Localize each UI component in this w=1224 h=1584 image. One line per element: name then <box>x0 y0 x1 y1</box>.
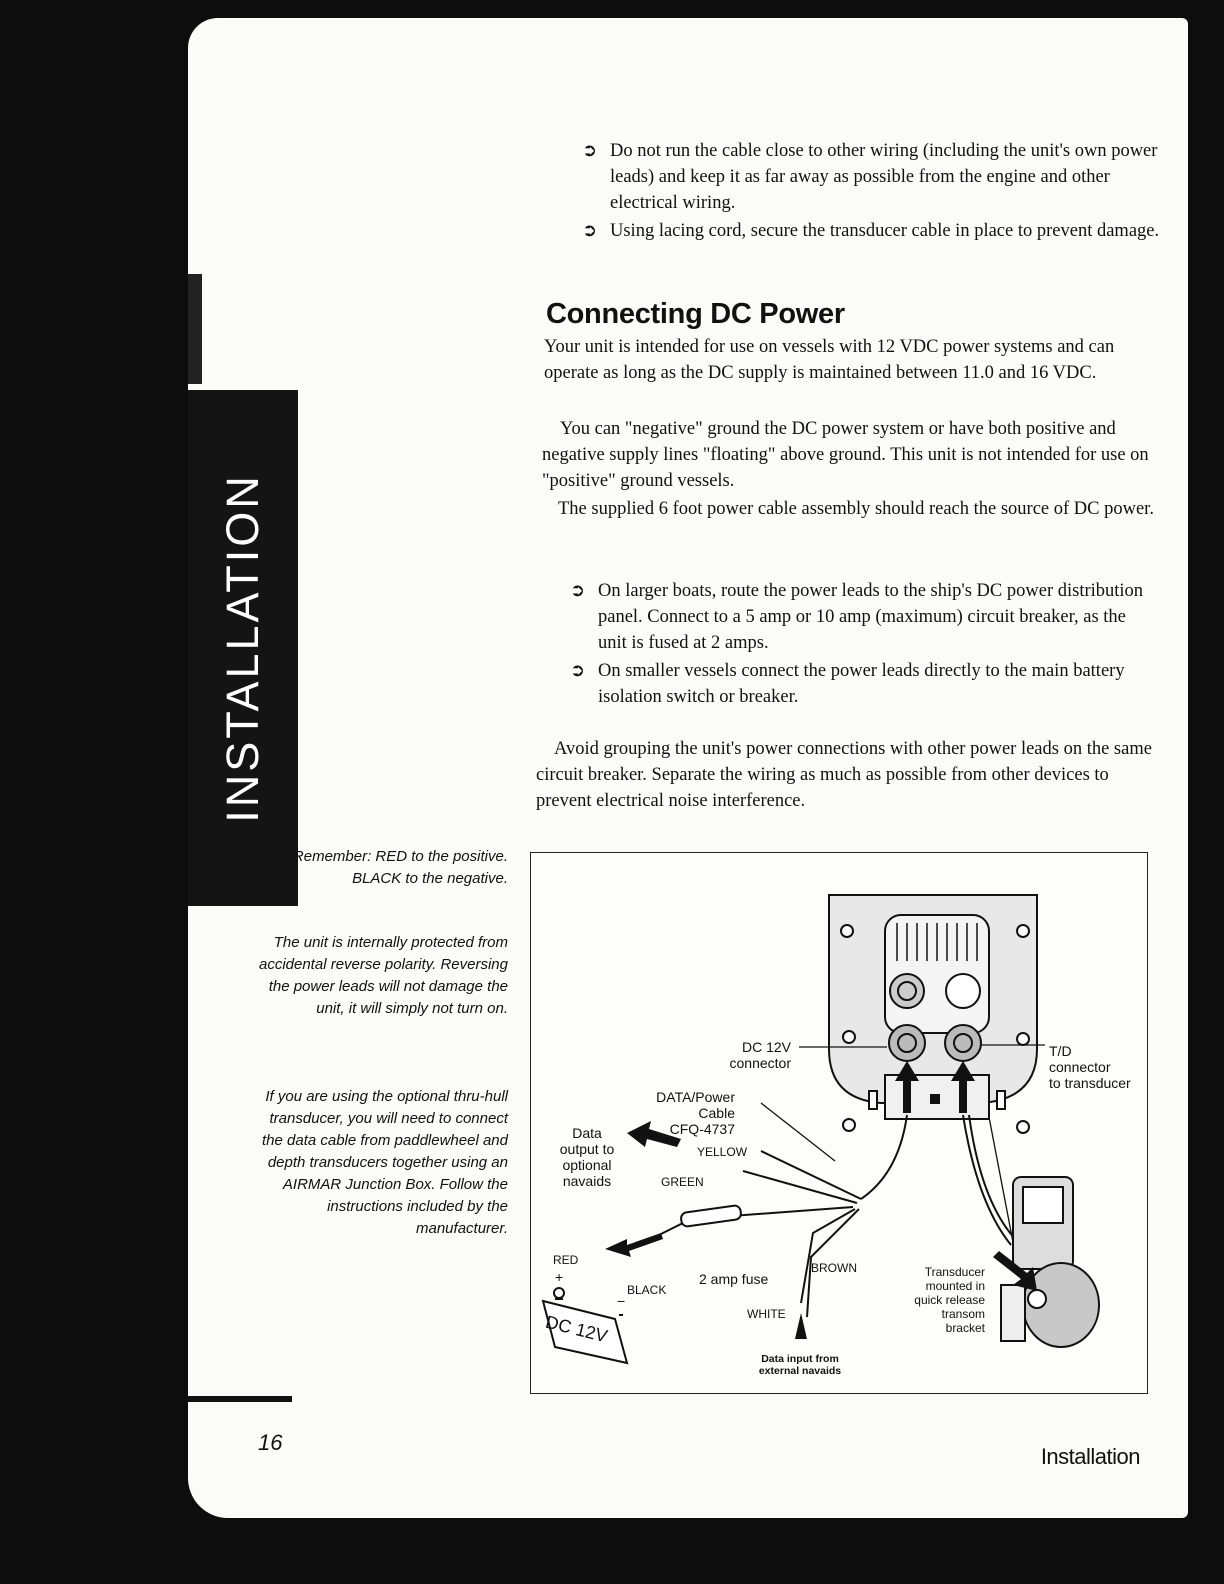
paragraph-intro: Your unit is intended for use on vessels with 12 VDC power systems and can operate as long as the DC supply is maintained between 11.0 and 16 VDC. <box>544 337 1115 383</box>
label-dc-connector: DC 12V connector <box>729 1039 791 1071</box>
footer-section-title: Installation <box>1040 1444 1140 1469</box>
label-fuse: 2 amp fuse <box>699 1271 769 1287</box>
label-green-wire: GREEN <box>661 1175 704 1189</box>
paragraph-cable-length: The supplied 6 foot power cable assembly should reach the source of DC power. <box>558 499 1154 519</box>
bullet-smaller-vessels <box>570 658 1150 710</box>
label-data-power-cable: DATA/Power Cable CFQ-4737 <box>656 1089 735 1137</box>
bullet-text: Using lacing cord, secure the transducer cable in place to prevent damage. <box>610 221 1160 241</box>
label-battery: DC 12V <box>543 1311 610 1347</box>
bullet-arrow-icon: ➲ <box>582 140 598 161</box>
label-plus: + <box>555 1269 564 1285</box>
label-yellow-wire: YELLOW <box>697 1145 748 1159</box>
wiring-diagram-drawing <box>531 853 1147 1393</box>
inline-fuse <box>680 1205 741 1227</box>
paragraph-grounding: You can "negative" ground the DC power system or have both positive and negative supply lines "floating" above ground. This unit is not intended for use on "positive" ground vessels. <box>542 419 1149 491</box>
label-data-input: Data input from external navaids <box>758 1353 842 1377</box>
label-transducer: Transducer mounted in quick release transom bracket <box>914 1265 985 1335</box>
bullet-cable-routing <box>582 138 1162 216</box>
label-brown-wire: BROWN <box>811 1261 857 1275</box>
footer-rule <box>188 1396 292 1402</box>
label-td-connector: T/D connector to transducer <box>1049 1043 1131 1091</box>
display-unit-rear <box>829 895 1037 1119</box>
label-white-wire: WHITE <box>747 1307 786 1321</box>
wiring-diagram <box>530 852 1148 1394</box>
bullet-arrow-icon: ➲ <box>570 580 586 601</box>
binding-mark <box>188 274 202 384</box>
bullet-text: On smaller vessels connect the power leads directly to the main battery isolation switch or breaker. <box>598 661 1125 707</box>
bullet-arrow-icon: ➲ <box>582 220 598 241</box>
sidebar-note-remember: Remember: RED to the positive. BLACK to the negative. <box>292 848 508 887</box>
bullet-text: Do not run the cable close to other wiring (including the unit's own power leads) and keep it as far away as possible from the engine and other electrical wiring. <box>610 141 1158 213</box>
label-minus: − <box>617 1293 626 1309</box>
section-tab-label: INSTALLATION <box>217 473 268 823</box>
label-data-output: Data output to optional navaids <box>559 1125 615 1189</box>
sidebar-note-thru-hull: If you are using the optional thru-hull transducer, you will need to connect the data cable from paddlewheel and depth transducers together using an AIRMAR Junction Box. Follow the instructions included by the manufacturer. <box>261 1088 508 1237</box>
section-heading: Connecting DC Power <box>546 298 845 330</box>
manual-page <box>188 18 1188 1518</box>
sidebar-note-polarity: The unit is internally protected from accidental reverse polarity. Reversing the power leads will not damage the unit, it will simply not turn on. <box>258 934 508 1017</box>
bullet-arrow-icon: ➲ <box>570 660 586 681</box>
section-tab <box>188 390 298 906</box>
page-number: 16 <box>258 1430 283 1455</box>
bullet-larger-boats <box>570 578 1150 656</box>
label-red-wire: RED <box>553 1253 579 1267</box>
paragraph-avoid-grouping: Avoid grouping the unit's power connections with other power leads on the same circuit breaker. Separate the wiring as much as possible from other devices to prevent electrical noise interference. <box>536 739 1152 811</box>
transducer-bracket <box>1001 1177 1099 1347</box>
bullet-lacing-cord <box>582 218 1162 244</box>
label-black-wire: BLACK <box>627 1283 667 1297</box>
bullet-text: On larger boats, route the power leads to the ship's DC power distribution panel. Connect to a 5 amp or 10 amp (maximum) circuit breaker, as the unit is fused at 2 amps. <box>598 581 1144 653</box>
